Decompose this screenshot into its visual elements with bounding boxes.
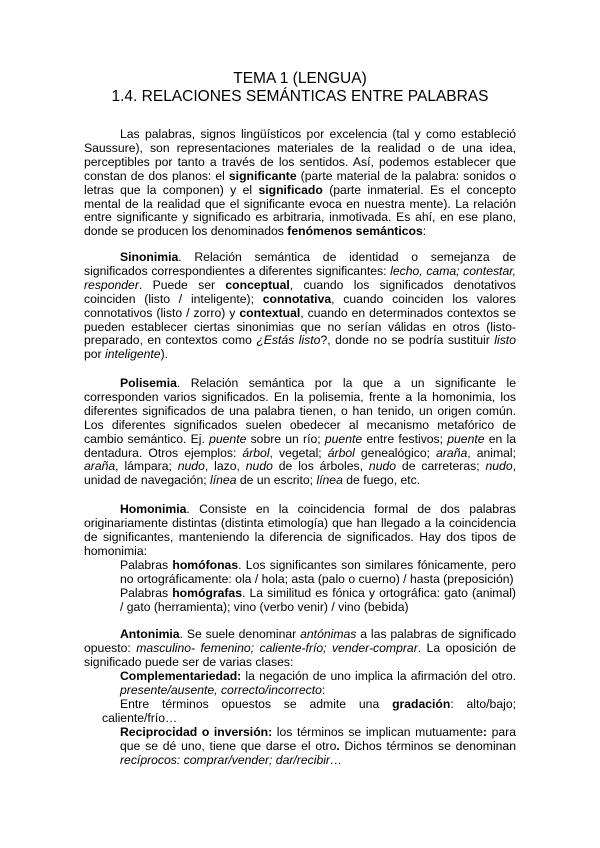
polisemia-heading: Polisemia [120,376,177,390]
page-subtitle: 1.4. RELACIONES SEMÁNTICAS ENTRE PALABRAS [111,88,489,105]
reciprocidad-item: Reciprocidad o inversión: los términos se implican mutuamente: para que se dé uno, tiene que darse el otro. Dichos términos se denominan recíprocos: comprar/vender; dar/recibir… [120,725,517,767]
polisemia-paragraph: Polisemia. Relación semántica por la que a un significante le corresponden varios significados. En la polisemia, frente a la homonimia, los diferentes significados de una palabra tienen, o han tenido, un origen común. Los diferentes significados suelen obedecer al mecanismo metafórico de cambio semántico. Ej. puente sobre un río; puente entre festivos; puente en la dentadura. Otros ejemplos: árbol, vegetal; árbol genealógico; araña, animal; araña, lámpara; nudo, lazo, nudo de los árboles, nudo de carreteras; nudo, unidad de navegación; línea de un escrito; línea de fuego, etc. [84,376,517,488]
gradacion-item: Entre términos opuestos se admite una gradación: alto/bajo; caliente/frío… [102,697,516,725]
page-title: TEMA 1 (LENGUA) [233,70,367,87]
antonimia-paragraph: Antonimia. Se suele denominar antónimas a las palabras de significado opuesto: masculino- femenino; caliente-frío; vender-comprar. La oposición de significado puede ser de varias clases: [84,627,516,669]
antonimia-heading: Antonimia [120,627,180,641]
homofonas-item: Palabras homófonas. Los significantes son similares fónicamente, pero no ortográficamente: ola / hola; asta (palo o cuerno) / hasta (preposición) [120,558,516,586]
homonimia-paragraph: Homonimia. Consiste en la coincidencia formal de dos palabras originariamente distintas (distinta etimología) que han llegado a la coincidencia de significantes, manteniendo la diferencia de significados. Hay dos tipos de homonimia: [84,502,516,558]
sinonimia-heading: Sinonimia [120,250,179,264]
intro-paragraph: Las palabras, signos lingüísticos por excelencia (tal y como estableció Saussure), son representaciones materiales de la realidad o de una idea, perceptibles por tanto a través de los sentidos. Así, podemos establecer que constan de dos planos: el significante (parte material de la palabra: sonidos o letras que la componen) y el significado (parte inmaterial. Es el concepto mental de la realidad que el significante evoca en nuestra mente). La relación entre significante y significado es arbitraria, inmotivada. Es ahí, en ese plano, donde se producen los denominados fenómenos semánticos: [84,127,517,239]
homonimia-heading: Homonimia [120,502,187,516]
sinonimia-paragraph: Sinonimia. Relación semántica de identidad o semejanza de significados correspondientes a diferentes significantes: lecho, cama; contestar, responder. Puede ser conceptual, cuando los significados denotativos coinciden (listo / inteligente); connotativa, cuando coinciden los valores connotativos (listo / zorro) y contextual, cuando en determinados contextos se pueden establecer ciertas sinonimias que no serían válidas en otros (listo-preparado, en contextos como ¿Estás listo?, donde no se podría sustituir listo por inteligente). [84,250,516,362]
homografas-item: Palabras homógrafas. La similitud es fónica y ortográfica: gato (animal) / gato (herramienta); vino (verbo venir) / vino (bebida) [120,586,516,614]
complementariedad-item: Complementariedad: la negación de uno implica la afirmación del otro. presente/ausente, correcto/incorrecto: [120,669,516,697]
